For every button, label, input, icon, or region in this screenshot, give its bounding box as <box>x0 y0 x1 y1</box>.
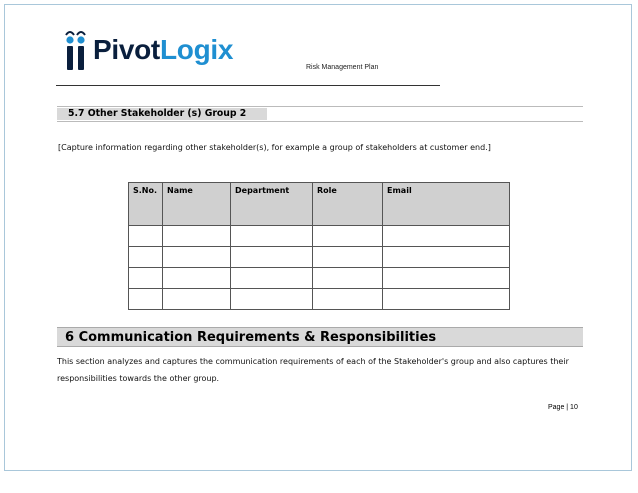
table-row <box>129 289 510 310</box>
table-cell[interactable] <box>129 268 163 289</box>
column-header-email: Email <box>383 183 510 226</box>
section-5-7-heading-bar <box>57 106 583 122</box>
logo-word-logix: Logix <box>159 34 234 65</box>
table-row <box>129 247 510 268</box>
table-cell[interactable] <box>231 247 313 268</box>
section-6-paragraph: This section analyzes and captures the communication requirements of each of the Stakeholder's group and also captures their responsibilities towards the other group. <box>57 357 569 383</box>
table-cell[interactable] <box>129 247 163 268</box>
table-cell[interactable] <box>383 268 510 289</box>
table-cell[interactable] <box>163 289 231 310</box>
section-6-heading: 6 Communication Requirements & Responsibilities <box>65 330 437 345</box>
column-header-department: Department <box>231 183 313 226</box>
table-row <box>129 268 510 289</box>
logo-wordmark <box>93 35 233 65</box>
table-cell[interactable] <box>163 268 231 289</box>
section-5-7-heading: 5.7 Other Stakeholder (s) Group 2 <box>68 108 247 119</box>
table-cell[interactable] <box>231 289 313 310</box>
table-cell[interactable] <box>383 226 510 247</box>
table-row <box>129 226 510 247</box>
page-number: Page | 10 <box>548 404 578 411</box>
table-cell[interactable] <box>163 226 231 247</box>
header-divider <box>56 85 440 86</box>
table-cell[interactable] <box>383 247 510 268</box>
table-cell[interactable] <box>313 289 383 310</box>
table-cell[interactable] <box>231 226 313 247</box>
section-6-heading-bar <box>57 327 583 347</box>
table-cell[interactable] <box>313 268 383 289</box>
logo-word-pivot: Pivot <box>93 34 160 65</box>
column-header-sno: S.No. <box>129 183 163 226</box>
table-cell[interactable] <box>129 226 163 247</box>
table-cell[interactable] <box>383 289 510 310</box>
column-header-role: Role <box>313 183 383 226</box>
table-cell[interactable] <box>313 226 383 247</box>
table-cell[interactable] <box>231 268 313 289</box>
table-cell[interactable] <box>313 247 383 268</box>
logo-mark-icon <box>64 27 92 72</box>
table-cell[interactable] <box>163 247 231 268</box>
document-title: Risk Management Plan <box>306 64 379 71</box>
stakeholder-table <box>128 182 510 310</box>
column-header-name: Name <box>163 183 231 226</box>
table-cell[interactable] <box>129 289 163 310</box>
section-5-7-note: [Capture information regarding other stakeholder(s), for example a group of stakeholders at customer end.] <box>58 143 491 152</box>
table-header-row <box>129 183 510 226</box>
